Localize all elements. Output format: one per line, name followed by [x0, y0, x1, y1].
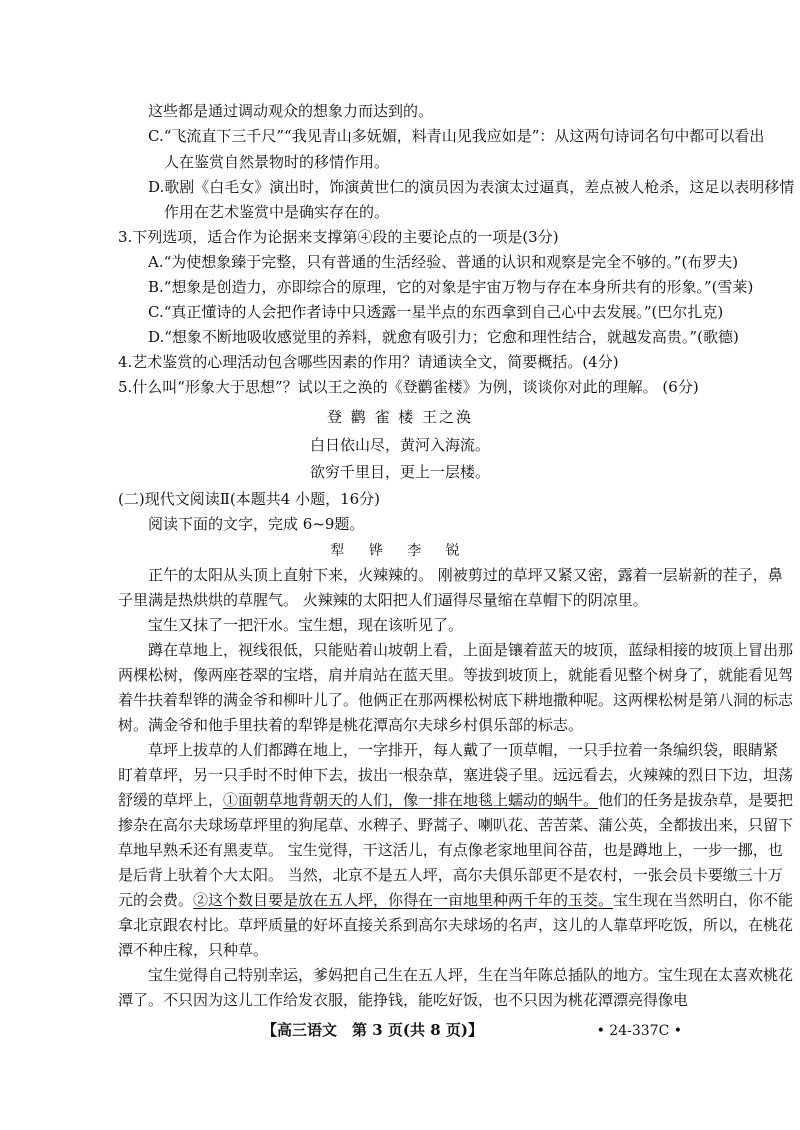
instruction-text: 阅读下面的文字，完成 6~9题。	[148, 515, 365, 533]
paragraph-line: 草地早熟禾还有黑麦草。 宝生觉得，干这活儿，有点像老家地里间谷苗，也是蹲地上，一步一挪，也	[118, 841, 783, 859]
paragraph-line	[118, 892, 793, 909]
paragraph-line: 宝生又抹了一把汗水。宝生想，现在该听见了。	[148, 616, 464, 634]
question-4: 4.艺术鉴赏的心理活动包含哪些因素的作用？请通读全文，简要概括。(4分)	[118, 353, 619, 371]
paragraph-line: 是后背上驮着个大太阳。 当然，北京不是五人坪，高尔夫俱乐部更不是农村，一张会员卡要缴三十万	[118, 866, 783, 884]
paragraph-line: 正午的太阳从头顶上直射下来，火辣辣的。 刚被剪过的草坪又紧又密，露着一层崭新的茬子，鼻	[148, 566, 783, 584]
text-segment: 他们的任务是拔杂草，是要把	[598, 791, 794, 809]
option-c: C.“真正懂诗的人会把作者诗中只透露一星半点的东西拿到自己心中去发展。”(巴尔扎克)	[148, 303, 724, 321]
underlined-sentence-2: ②这个数目要是放在五人坪，你得在一亩地里种两千年的玉茭。	[193, 891, 614, 909]
paragraph-line: 蹲在草地上，视线很低，只能贴着山坡朝上看，上面是镶着蓝天的坡顶，蓝绿相接的坡顶上冒出那	[148, 641, 794, 659]
question-5: 5.什么叫“形象大于思想”？试以王之涣的《登鹳雀楼》为例，谈谈你对此的理解。 (6分)	[118, 378, 699, 396]
paragraph-line: 草坪上拔草的人们都蹲在地上，一字排开，每人戴了一顶草帽，一只手拉着一条编织袋，眼睛紧	[148, 741, 779, 759]
paragraph-line: 树。满金爷和他手里扶着的犁铧是桃花潭高尔夫球乡村俱乐部的标志。	[118, 716, 584, 734]
paragraph-line: 拿北京跟农村比。草坪质量的好坏直接关系到高尔夫球场的名声，这儿的人靠草坪吃饭，所以，在桃花	[118, 916, 794, 934]
option-d-line: D.歌剧《白毛女》演出时，饰演黄世仁的演员因为表演太过逼真，差点被人枪杀，这足以表明移情	[148, 178, 795, 196]
text-line: 作用在艺术鉴赏中是确实存在的。	[164, 203, 390, 221]
paragraph-line: 两棵松树，像两座苍翠的宝塔，肩并肩站在蓝天里。等拔到坡顶上，就能看见整个树身了，就能看见驾	[118, 666, 794, 684]
paragraph-line: 潭了。不只因为这儿工作给发衣服，能挣钱，能吃好饭，也不只因为桃花潭漂亮得像电	[118, 991, 689, 1009]
text-segment: 宝生现在当然明白，你不能	[613, 891, 794, 909]
paragraph-line: 盯着草坪，另一只手时不时伸下去，拔出一根杂草，塞进袋子里。远远看去，火辣辣的烈日下边，坦荡	[118, 766, 794, 784]
option-d: D.“想象不断地吸收感觉里的养料，就愈有吸引力；它愈和理性结合，就越发高贵。”(歌德)	[148, 328, 739, 346]
option-c-line: C.“飞流直下三千尺”“我见青山多妩媚，料青山见我应如是”：从这两句诗词名句中都可以看出	[148, 127, 765, 145]
text-line: 人在鉴赏自然景物时的移情作用。	[164, 153, 390, 171]
text-segment: 元的会费。	[118, 891, 194, 909]
section-heading: (二)现代文阅读Ⅱ(本题共4 小题，16分)	[118, 490, 381, 508]
paragraph-line: 宝生觉得自己特别幸运，爹妈把自己生在五人坪，生在当年陈总插队的地方。宝生现在太喜欢桃花	[148, 966, 794, 984]
option-b: B.“想象是创造力，亦即综合的原理，它的对象是宇宙万物与存在本身所共有的形象。”(雪莱)	[148, 278, 754, 296]
poem-title: 登 鹳 雀 楼 王之涣	[326, 408, 474, 426]
paragraph-line: 掺杂在高尔夫球场草坪里的狗尾草、水稗子、野蒿子、喇叭花、苦苦菜、蒲公英，全都拔出来，只留下	[118, 816, 794, 834]
exam-code: • 24-337C •	[596, 1023, 682, 1039]
story-title: 犁 铧 李 锐	[330, 543, 470, 559]
poem-line: 白日依山尽，黄河入海流。	[309, 436, 490, 454]
page-footer: 【高三语文 第 3 页(共 8 页)】	[262, 1021, 483, 1039]
question-3: 3.下列选项，适合作为论据来支撑第④段的主要论点的一项是(3分)	[118, 228, 559, 246]
text-segment: 舒缓的草坪上，	[118, 791, 224, 809]
underlined-sentence-1: ①面朝草地背朝天的人们，像一排在地毯上蠕动的蜗牛。	[223, 791, 599, 809]
text-line: 这些都是通过调动观众的想象力而达到的。	[148, 102, 434, 120]
option-a: A.“为使想象臻于完整，只有普通的生活经验、普通的认识和观察是完全不够的。”(布罗夫)	[148, 253, 739, 271]
poem-line: 欲穷千里目，更上一层楼。	[309, 463, 490, 481]
paragraph-line: 着牛扶着犁铧的满金爷和柳叶儿了。他俩正在那两棵松树底下耕地撒种呢。这两棵松树是第八洞的标志	[118, 691, 794, 709]
paragraph-line	[118, 792, 793, 809]
paragraph-line: 子里满是热烘烘的草腥气。 火辣辣的太阳把人们逼得尽量缩在草帽下的阴凉里。	[118, 591, 648, 609]
paragraph-line: 潭不种庄稼，只种草。	[118, 941, 269, 959]
